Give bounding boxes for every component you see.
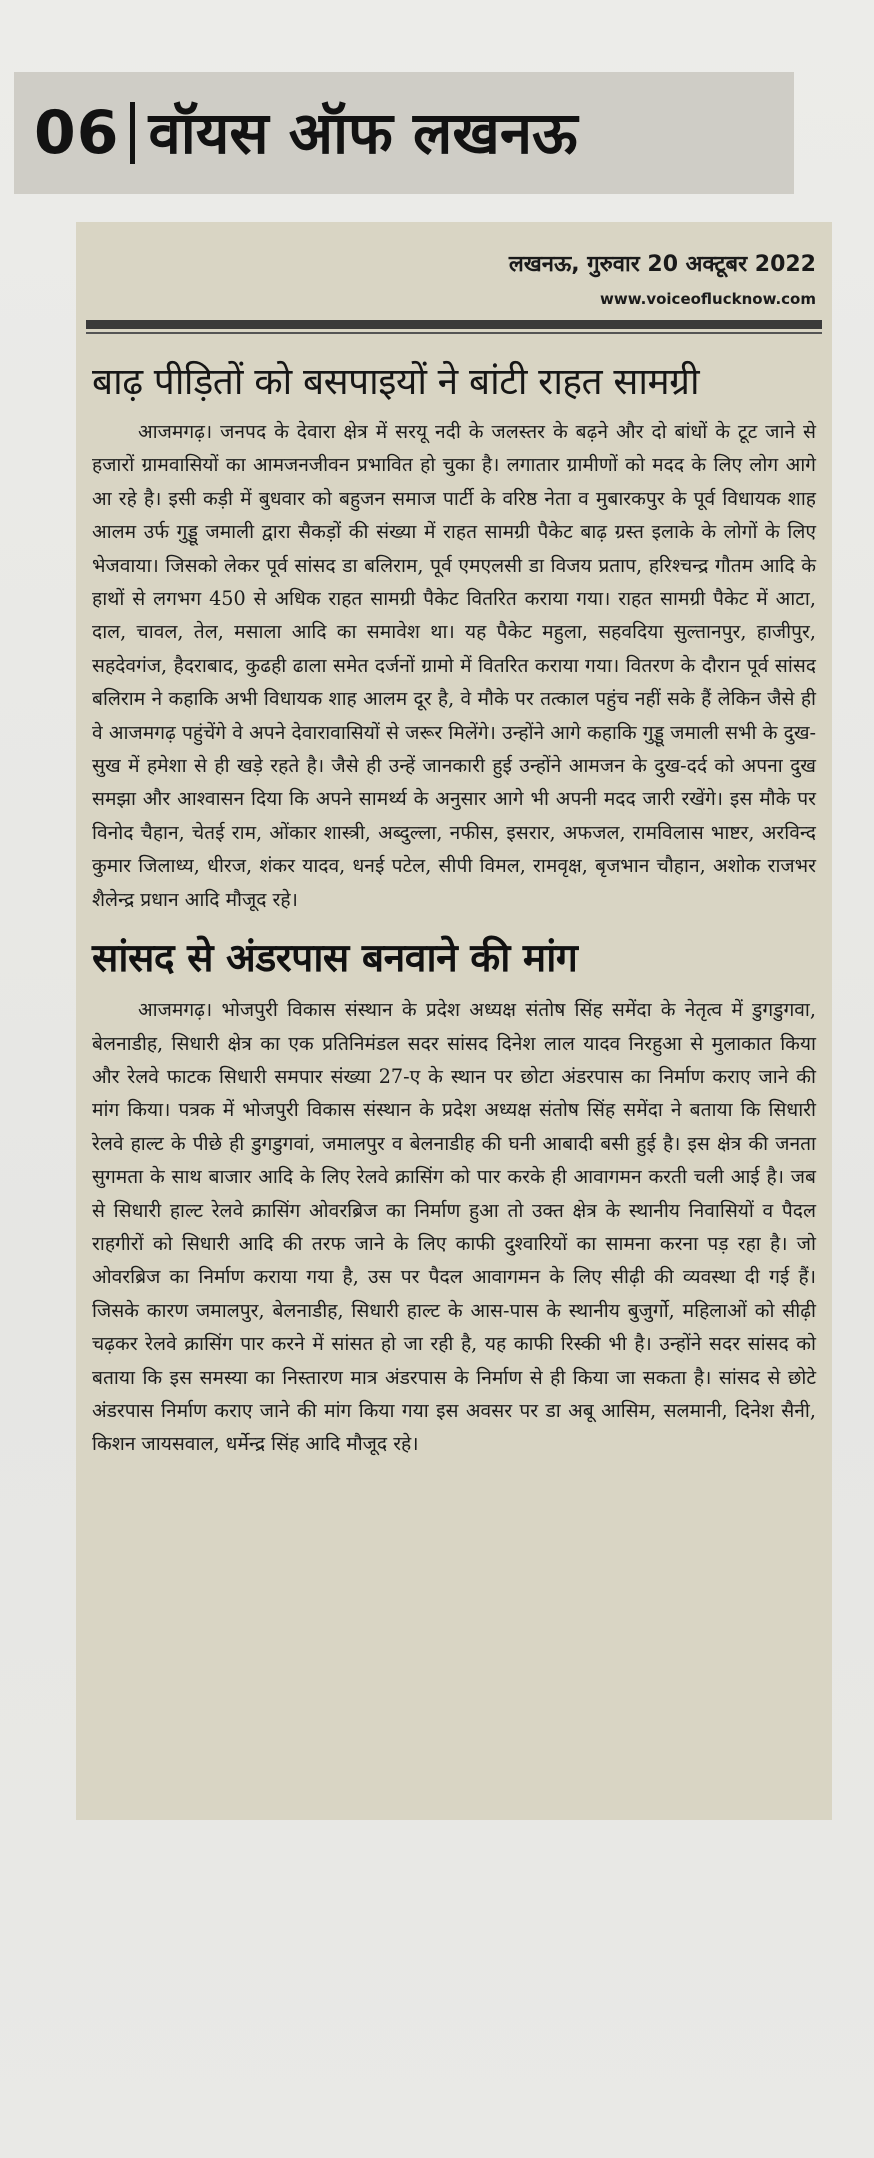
newspaper-name: वॉयस ऑफ लखनऊ — [148, 99, 578, 167]
dateline: लखनऊ, गुरुवार 20 अक्टूबर 2022 — [508, 252, 816, 277]
article-1-body: आजमगढ़। जनपद के देवारा क्षेत्र में सरयू नदी के जलस्तर के बढ़ने और दो बांधों के टूट जाने से हजारों ग्रामवासियों का आमजनजीवन प्रभावित हो चुका है। लगातार ग्रामीणों को मदद के लिए लोग आगे आ रहे है। इसी कड़ी में बुधवार को बहुजन समाज पार्टी के वरिष्ठ नेता व मुबारकपुर के पूर्व विधायक शाह आलम उर्फ गुड्डू जमाली द्वारा सैकड़ों की संख्या में राहत सामग्री पैकेट बाढ़ ग्रस्त इलाके के लोगों के लिए भेजवाया। जिसको लेकर पूर्व सांसद डा बलिराम, पूर्व एमएलसी डा विजय प्रताप, हरिश्चन्द्र गौतम आदि के हाथों से लगभग 450 से अधिक राहत सामग्री पैकेट वितरित कराया गया। राहत सामग्री पैकेट में आटा, दाल, चावल, तेल, मसाला आदि का समावेश था। यह पैकेट महुला, सहवदिया सुल्तानपुर, हाजीपुर, सहदेवगंज, हैदराबाद, कुढही ढाला समेत दर्जनों ग्रामो में वितरित कराया गया। वितरण के दौरान पूर्व सांसद बलिराम ने कहाकि अभी विधायक शाह आलम दूर है, वे मौके पर तत्काल पहुंच नहीं सके हैं लेकिन जैसे ही वे आजमगढ़ पहुंचेंगे वे अपने देवारावासियों से जरूर मिलेंगे। उन्होंने आगे कहाकि गुड्डू जमाली सभी के दुख-सुख में हमेशा से ही खड़े रहते है। जैसे ही उन्हें जानकारी हुई उन्होंने आमजन के दुख-दर्द को अपना दुख समझा और आश्वासन दिया कि अपने सामर्थ्य के अनुसार आगे भी अपनी मदद जारी रखेंगे। इस मौके पर विनोद चैहान, चेतई राम, ओंकार शास्त्री, अब्दुल्ला, नफीस, इसरार, अफजल, रामविलास भाष्टर, अरविन्द कुमार जिलाध्य, धीरज, शंकर यादव, धनई पटेल, सीपी विमल, रामवृक्ष, बृजभान चौहान, अशोक राजभर शैलेन्द्र प्रधान आदि मौजूद रहे। — [92, 420, 816, 911]
news-clipping — [76, 222, 832, 1820]
article-2-body: आजमगढ़। भोजपुरी विकास संस्थान के प्रदेश अध्यक्ष संतोष सिंह समेंदा के नेतृत्व में डुगडुगवा, बेलनाडीह, सिधारी क्षेत्र का एक प्रतिनिमंडल सदर सांसद दिनेश लाल यादव निरहुआ से मुलाकात किया और रेलवे फाटक सिधारी समपार संख्या 27-ए के स्थान पर छोटा अंडरपास का निर्माण कराए जाने की मांग किया। पत्रक में भोजपुरी विकास संस्थान के प्रदेश अध्यक्ष संतोष सिंह समेंदा ने बताया कि सिधारी रेलवे हाल्ट के पीछे ही डुगडुगवां, जमालपुर व बेलनाडीह की घनी आबादी बसी हुई है। इस क्षेत्र की जनता सुगमता के साथ बाजार आदि के लिए रेलवे क्रासिंग को पार करके ही आवागमन करती चली आई है। जब से सिधारी हाल्ट रेलवे क्रासिंग ओवरब्रिज का निर्माण हुआ तो उक्त क्षेत्र के स्थानीय निवासियों व पैदल राहगीरों को सिधारी आदि की तरफ जाने के लिए काफी दुश्वारियों का सामना करना पड़ रहा है। जो ओवरब्रिज का निर्माण कराया गया है, उस पर पैदल आवागमन के लिए सीढ़ी की व्यवस्था दी गई हैं। जिसके कारण जमालपुर, बेलनाडीह, सिधारी हाल्ट के आस-पास के स्थानीय बुजुर्गो, महिलाओं को सीढ़ी चढ़कर रेलवे क्रासिंग पार करने में सांसत हो जा रही है, यह काफी रिस्की भी है। उन्होंने सदर सांसद को बताया कि इस समस्या का निस्तारण मात्र अंडरपास के निर्माण से ही किया जा सकता है। सांसद से छोटे अंडरपास निर्माण कराए जाने की मांग किया गया इस अवसर पर डा अबू आसिम, सलमानी, दिनेश सैनी, किशन जायसवाल, धर्मेन्द्र सिंह आदि मौजूद रहे। — [92, 998, 816, 1456]
newspaper-masthead — [14, 72, 794, 194]
article-1-headline: बाढ़ पीड़ितों को बसपाइयों ने बांटी राहत सामग्री — [92, 360, 700, 403]
page-number: 06 — [34, 98, 120, 168]
header-rule-thin — [86, 332, 822, 334]
header-rule — [86, 320, 822, 329]
article-2-headline: सांसद से अंडरपास बनवाने की मांग — [92, 936, 578, 982]
masthead-divider — [130, 102, 135, 164]
website-url: www.voiceoflucknow.com — [600, 290, 816, 308]
